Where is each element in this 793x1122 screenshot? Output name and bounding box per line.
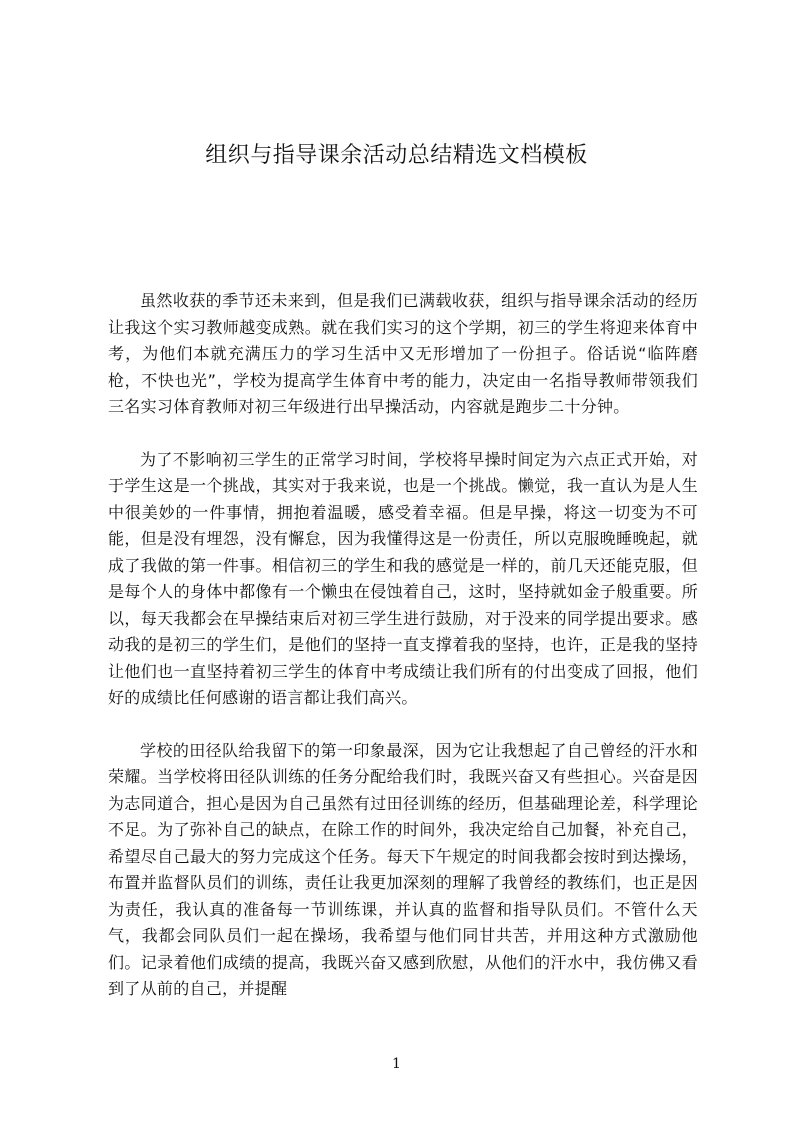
paragraph-3: 学校的田径队给我留下的第一印象最深，因为它让我想起了自己曾经的汗水和荣耀。当学校将田径队训练的任务分配给我们时，我既兴奋又有些担心。兴奋是因为志同道合，担心是因为自己虽然有过田径训练的经历，但基础理论差，科学理论不足。为了弥补自己的缺点，在除工作的时间外，我决定给自己加餐，补充自己，希望尽自己最大的努力完成这个任务。每天下午规定的时间我都会按时到达操场，布置并监督队员们的训练，责任让我更加深刻的理解了我曾经的教练们，也正是因为责任，我认真的准备每一节训练课，并认真的监督和指导队员们。不管什么天气，我都会同队员们一起在操场，我希望与他们同甘共苦，并用这种方式激励他们。记录着他们成绩的提高，我既兴奋又感到欣慰，从他们的汗水中，我仿佛又看到了从前的自己，并提醒 [108, 740, 698, 998]
paragraph-2: 为了不影响初三学生的正常学习时间，学校将早操时间定为六点正式开始，对于学生这是一个挑战，其实对于我来说，也是一个挑战。懒觉，我一直认为是人生中很美妙的一件事情，拥抱着温暖，感受着幸福。但是早操，将这一切变为不可能，但是没有埋怨，没有懈怠，因为我懂得这是一份责任，所以克服晚睡晚起，就成了我做的第一件事。相信初三的学生和我的感觉是一样的，前几天还能克服，但是每个人的身体中都像有一个懒虫在侵蚀着自己，这时，坚持就如金子般重要。所以，每天我都会在早操结束后对初三学生进行鼓励，对于没来的同学提出要求。感动我的是初三的学生们，是他们的坚持一直支撑着我的坚持，也许，正是我的坚持让他们也一直坚持着初三学生的体育中考成绩让我们所有的付出变成了回报，他们好的成绩比任何感谢的语言都让我们高兴。 [108, 449, 698, 707]
document-body [108, 288, 698, 1029]
document-title: 组织与指导课余活动总结精选文档模板 [205, 143, 588, 168]
page-number: 1 [392, 1056, 401, 1072]
paragraph-1: 虽然收获的季节还未来到，但是我们已满载收获，组织与指导课余活动的经历让我这个实习教师越变成熟。就在我们实习的这个学期，初三的学生将迎来体育中考，为他们本就充满压力的学习生活中又无形增加了一份担子。俗话说“临阵磨枪，不快也光”，学校为提高学生体育中考的能力，决定由一名指导教师带领我们三名实习体育教师对初三年级进行出早操活动，内容就是跑步二十分钟。 [108, 291, 698, 416]
